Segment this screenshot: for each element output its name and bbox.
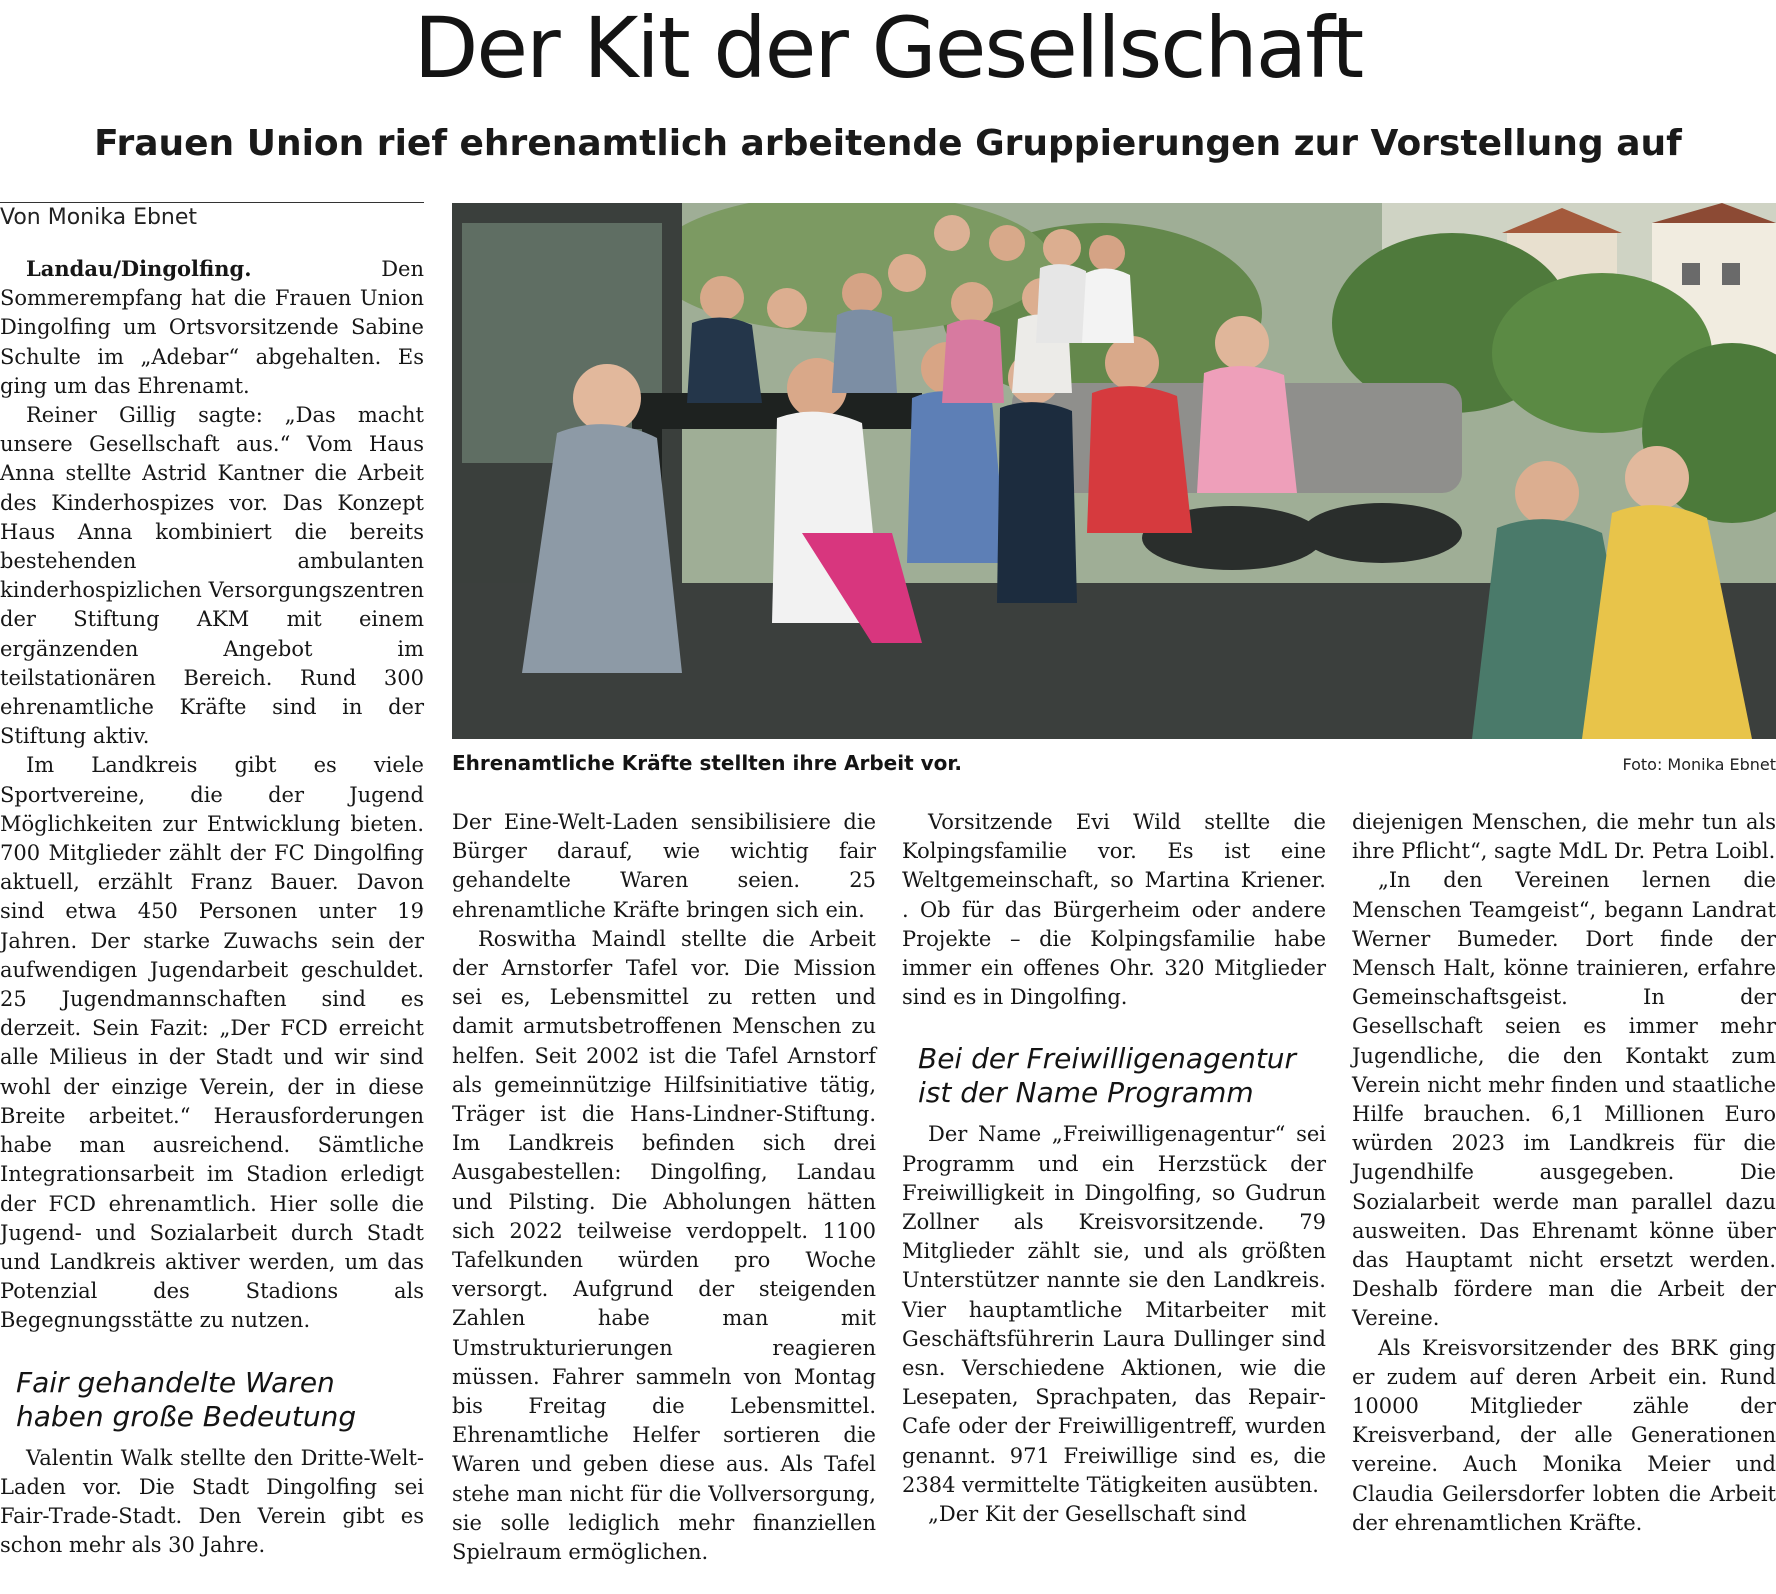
paragraph: Vorsitzende Evi Wild stellte die Kolpingsfamilie vor. Es ist eine Weltgemeinschaft, so Martina Kriener. . Ob für das Bürgerheim oder andere Projekte – die Kolpingsfamilie habe immer ein offenes Ohr. 320 Mitglieder sind es in Dingolfing. xyxy=(902,810,1326,1010)
subheadline: Frauen Union rief ehrenamtlich arbeitende Gruppierungen zur Vorstellung auf xyxy=(94,123,1682,164)
paragraph: „Der Kit der Gesellschaft sind xyxy=(928,1502,1247,1527)
group-photo xyxy=(452,203,1776,739)
paragraph: Der Name „Freiwilligenagentur“ sei Programm und ein Herzstück der Freiwilligkeit in Dingolfing, so Gudrun Zollner als Kreisvorsitzende. 79 Mitglieder zählt sie, und als größten Unterstützer nannte sie den Landkreis. Vier hauptamtliche Mitarbeiter mit Geschäftsführerin Laura Dullinger sind esn. Verschiedene Aktionen, wie die Lesepaten, Sprachpaten, das Repair-Cafe oder der Freiwilligentreff, wurden genannt. 971 Freiwillige sind es, die 2384 vermittelte Tätigkeiten ausübten. xyxy=(902,1122,1326,1497)
section-subheading: Bei der Freiwilligenagentur ist der Name Programm xyxy=(918,1042,1297,1110)
paragraph: Roswitha Maindl stellte die Arbeit der Arnstorfer Tafel vor. Die Mission sei es, Lebensmittel zu retten und damit armutsbetroffenen Menschen zu helfen. Seit 2002 ist die Tafel Arnstorf als gemeinnützige Hilfsinitiative tätig, Träger ist die Hans-Lindner-Stiftung. Im Landkreis befinden sich drei Ausgabestellen: Dingolfing, Landau und Pilsting. Die Abholungen hätten sich 2022 teilweise verdoppelt. 1100 Tafelkunden würden pro Woche versorgt. Aufgrund der steigenden Zahlen habe man mit Umstrukturierungen reagieren müssen. Fahrer sammeln von Montag bis Freitag die Lebensmittel. Ehrenamtliche Helfer sortieren die Waren und geben diese aus. Als Tafel stehe man nicht für die Vollversorgung, sie solle lediglich mehr finanziellen Spielraum ermöglichen. xyxy=(452,926,876,1565)
group-photo-illustration xyxy=(452,203,1776,739)
paragraph: Als Kreisvorsitzender des BRK ging er zudem auf deren Arbeit ein. Rund 10000 Mitglieder zähle der Kreisverband, der alle Generationen vereine. Auch Monika Meier und Claudia Geilersdorfer lobten die Arbeit der ehrenamtlichen Kräfte. xyxy=(1352,1335,1776,1535)
headline: Der Kit der Gesellschaft xyxy=(413,0,1363,97)
paragraph-text: Den Sommerempfang hat die Frauen Union Dingolfing um Ortsvorsitzende Sabine Schulte im „Adebar“ abgehalten. Es ging um das Ehrenamt. xyxy=(0,257,424,398)
paragraph: diejenigen Menschen, die mehr tun als ihre Pflicht“, sagte MdL Dr. Petra Loibl. xyxy=(1352,810,1776,864)
article-column-4 xyxy=(1352,808,1776,1538)
article-column-3 xyxy=(902,808,1326,1529)
section-subheading: Fair gehandelte Waren haben große Bedeutung xyxy=(16,1365,357,1433)
paragraph: Reiner Gillig sagte: „Das macht unsere Gesellschaft aus.“ Vom Haus Anna stellte Astrid Kantner die Arbeit des Kinderhospizes vor. Das Konzept Haus Anna kombiniert die bereits bestehenden ambulanten kinderhospizlichen Versorgungszentren der Stiftung AKM mit einem ergänzenden Angebot im teilstationären Bereich. Rund 300 ehrenamtliche Kräfte sind in der Stiftung aktiv. xyxy=(0,403,424,749)
byline-rule xyxy=(0,202,424,203)
article-column-1 xyxy=(0,254,424,1560)
article-column-2 xyxy=(452,808,876,1567)
paragraph: Valentin Walk stellte den Dritte-Welt-Laden vor. Die Stadt Dingolfing sei Fair-Trade-Stadt. Den Verein gibt es schon mehr als 30 Jahre. xyxy=(0,1445,424,1558)
photo-caption: Ehrenamtliche Kräfte stellten ihre Arbeit vor. xyxy=(452,751,962,775)
paragraph: „In den Vereinen lernen die Menschen Teamgeist“, begann Landrat Werner Bumeder. Dort finde der Mensch Halt, könne trainieren, erfahre Gemeinschaftsgeist. In der Gesellschaft seien es immer mehr Jugendliche, die den Kontakt zum Verein nicht mehr finden und staatliche Hilfe brauchen. 6,1 Millionen Euro würden 2023 im Landkreis für die Jugendhilfe ausgegeben. Die Sozialarbeit werde man parallel dazu ausweiten. Das Ehrenamt könne über das Hauptamt nicht ersetzt werden. Deshalb fördere man die Arbeit der Vereine. xyxy=(1352,868,1776,1331)
paragraph: Im Landkreis gibt es viele Sportvereine, die der Jugend Möglichkeiten zur Entwicklung bieten. 700 Mitglieder zählt der FC Dingolfing aktuell, erzählt Franz Bauer. Davon sind etwa 450 Personen unter 19 Jahren. Der starke Zuwachs sein der aufwendigen Jugendarbeit geschuldet. 25 Jugendmannschaften sind es derzeit. Sein Fazit: „Der FCD erreicht alle Milieus in der Stadt und wir sind wohl der einzige Verein, der in diese Breite arbeitet.“ Herausforderungen habe man ausreichend. Sämtliche Integrationsarbeit im Stadion erledigt der FCD ehrenamtlich. Hier solle die Jugend- und Sozialarbeit durch Stadt und Landkreis aktiver werden, um das Potenzial des Stadions als Begegnungsstätte zu nutzen. xyxy=(0,753,424,1333)
byline: Von Monika Ebnet xyxy=(0,205,198,230)
dateline: Landau/Dingolfing. xyxy=(26,256,252,281)
paragraph xyxy=(0,254,424,401)
paragraph: Der Eine-Welt-Laden sensibilisiere die Bürger darauf, wie wichtig fair gehandelte Waren seien. 25 ehrenamtliche Kräfte bringen sich ein. xyxy=(452,810,876,922)
photo-credit: Foto: Monika Ebnet xyxy=(1622,755,1776,774)
